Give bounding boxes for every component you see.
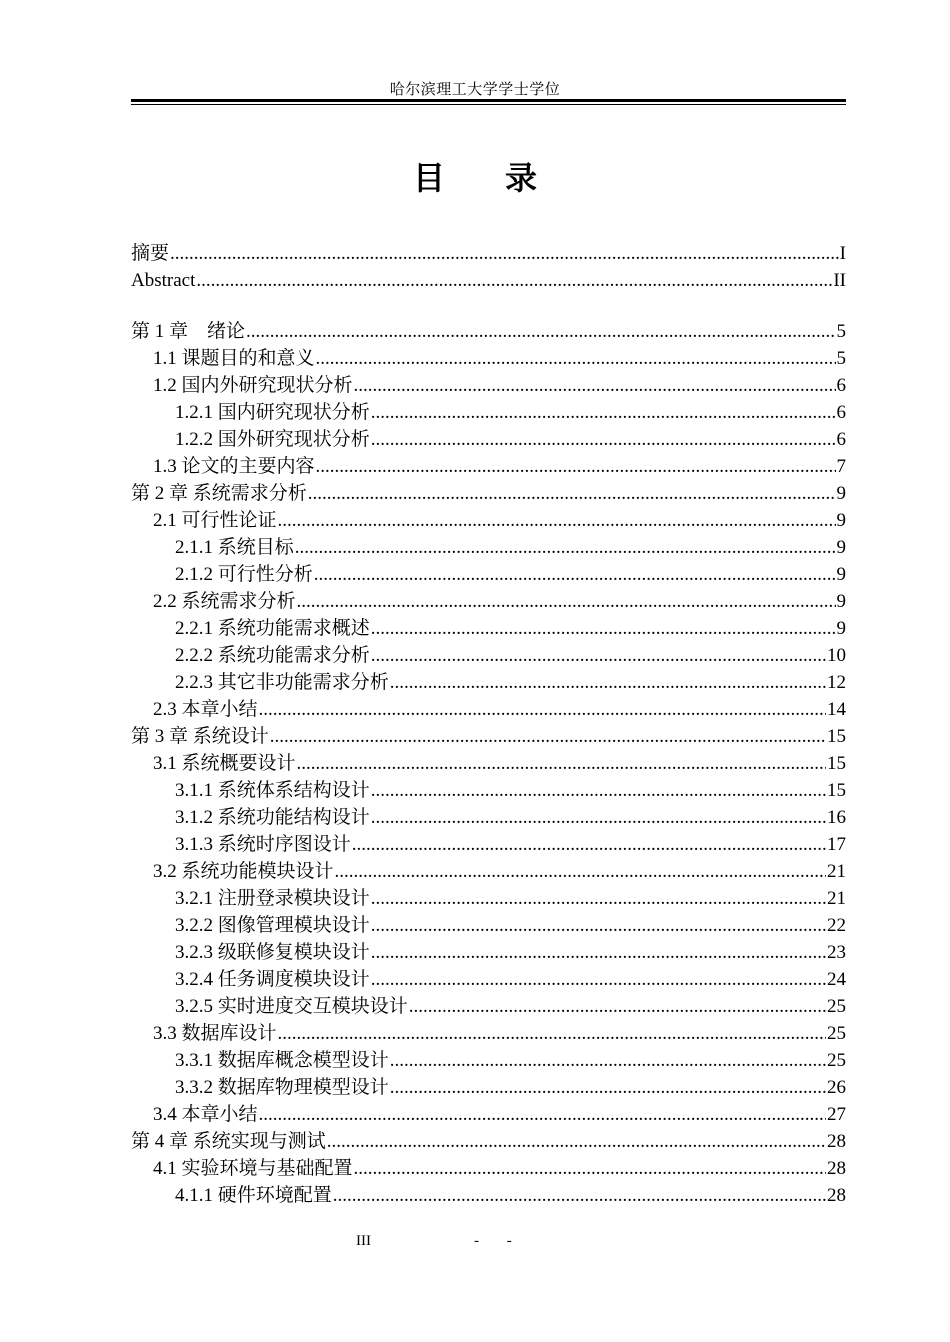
toc-entry-label: 2.1.1 系统目标 [175, 537, 294, 558]
toc-entry-page: 15 [827, 753, 846, 774]
toc-leader-dots [371, 615, 836, 642]
toc-leader-dots [259, 1101, 826, 1128]
toc-entry[interactable] [131, 240, 846, 267]
toc-entry[interactable] [175, 534, 846, 561]
toc-entry-page: 27 [827, 1104, 846, 1125]
toc-entry[interactable] [131, 267, 846, 294]
toc-leader-dots [196, 267, 832, 294]
toc-entry[interactable] [153, 507, 846, 534]
toc-entry-page: 28 [827, 1185, 846, 1206]
toc-entry[interactable] [131, 318, 846, 345]
toc-leader-dots [390, 669, 826, 696]
toc-entry[interactable] [131, 723, 846, 750]
toc-entry[interactable] [153, 588, 846, 615]
toc-leader-dots [297, 588, 836, 615]
toc-entry-label: 3.2.4 任务调度模块设计 [175, 969, 370, 990]
toc-leader-dots [316, 345, 836, 372]
toc-entry-label: 1.1 课题目的和意义 [153, 348, 315, 369]
toc-entry[interactable] [175, 885, 846, 912]
toc-entry-page: 26 [827, 1077, 846, 1098]
toc-leader-dots [371, 966, 826, 993]
toc-entry-label: 第 2 章 系统需求分析 [131, 483, 307, 504]
toc-entry-page: 9 [836, 564, 846, 585]
toc-leader-dots [297, 750, 826, 777]
toc-leader-dots [354, 1155, 826, 1182]
toc-entry[interactable] [175, 615, 846, 642]
toc-entry-page: 9 [836, 510, 846, 531]
toc-entry-label: 1.2 国内外研究现状分析 [153, 375, 353, 396]
toc-entry[interactable] [153, 1155, 846, 1182]
toc-entry[interactable] [175, 831, 846, 858]
toc-leader-dots [278, 507, 836, 534]
toc-entry-label: 3.2.5 实时进度交互模块设计 [175, 996, 408, 1017]
toc-entry-label: 1.3 论文的主要内容 [153, 456, 315, 477]
toc-entry-page: 9 [836, 483, 846, 504]
toc-leader-dots [314, 561, 836, 588]
toc-leader-dots [308, 480, 836, 507]
toc-entry[interactable] [175, 804, 846, 831]
toc-entry[interactable] [175, 966, 846, 993]
toc-leader-dots [246, 318, 835, 345]
toc-entry[interactable] [153, 858, 846, 885]
toc-entry-page: II [833, 270, 846, 291]
toc-entry-page: 23 [827, 942, 846, 963]
toc-entry[interactable] [175, 777, 846, 804]
toc-leader-dots [170, 240, 839, 267]
toc-leader-dots [295, 534, 836, 561]
toc-entry-label: 1.2.1 国内研究现状分析 [175, 402, 370, 423]
toc-entry-page: 12 [827, 672, 846, 693]
toc-entry-page: 28 [827, 1158, 846, 1179]
toc-leader-dots [270, 723, 826, 750]
toc-leader-dots [409, 993, 826, 1020]
toc-entry-label: 1.2.2 国外研究现状分析 [175, 429, 370, 450]
toc-entry-page: 6 [836, 375, 846, 396]
toc-entry-label: 3.1.2 系统功能结构设计 [175, 807, 370, 828]
toc-entry[interactable] [175, 642, 846, 669]
toc-leader-dots [371, 426, 836, 453]
toc-entry-page: 5 [836, 321, 846, 342]
toc-entry-label: 3.4 本章小结 [153, 1104, 258, 1125]
toc-entry-page: 16 [827, 807, 846, 828]
toc-entry[interactable] [131, 1128, 846, 1155]
toc-entry-page: 7 [836, 456, 846, 477]
toc-entry[interactable] [153, 1101, 846, 1128]
toc-entry-page: 15 [827, 780, 846, 801]
toc-entry-label: 2.2.2 系统功能需求分析 [175, 645, 370, 666]
toc-leader-dots [371, 399, 836, 426]
toc-entry-label: 3.1 系统概要设计 [153, 753, 296, 774]
toc-entry-label: 第 4 章 系统实现与测试 [131, 1131, 326, 1152]
toc-entry[interactable] [153, 345, 846, 372]
toc-entry-page: 25 [827, 996, 846, 1017]
toc-leader-dots [371, 642, 826, 669]
toc-entry-page: 6 [836, 429, 846, 450]
toc-entry[interactable] [175, 993, 846, 1020]
toc-entry[interactable] [153, 372, 846, 399]
toc-leader-dots [259, 696, 826, 723]
toc-entry-page: 25 [827, 1050, 846, 1071]
footer-marks: - - [474, 1233, 524, 1249]
toc-entry-page: 14 [827, 699, 846, 720]
toc-entry-label: 3.3.1 数据库概念模型设计 [175, 1050, 389, 1071]
toc-entry-page: 5 [836, 348, 846, 369]
toc-entry-page: 22 [827, 915, 846, 936]
toc-entry-label: 2.3 本章小结 [153, 699, 258, 720]
toc-entry[interactable] [175, 1074, 846, 1101]
toc-leader-dots [335, 858, 826, 885]
toc-entry[interactable] [175, 669, 846, 696]
toc-entry[interactable] [153, 750, 846, 777]
toc-entry[interactable] [175, 1047, 846, 1074]
toc-entry-label: 3.2.2 图像管理模块设计 [175, 915, 370, 936]
toc-entry[interactable] [153, 453, 846, 480]
toc-entry-label: 2.2 系统需求分析 [153, 591, 296, 612]
toc-leader-dots [327, 1128, 826, 1155]
toc-entry[interactable] [153, 696, 846, 723]
toc-entry-page: 9 [836, 591, 846, 612]
toc-entry-label: 3.1.3 系统时序图设计 [175, 834, 351, 855]
toc-entry-page: 10 [827, 645, 846, 666]
header-title: 哈尔滨理工大学学士学位 [389, 82, 561, 98]
toc-entry[interactable] [153, 1020, 846, 1047]
toc-entry[interactable] [175, 912, 846, 939]
toc-entry-label: 3.2 系统功能模块设计 [153, 861, 334, 882]
toc-entry-page: 15 [827, 726, 846, 747]
toc-entry-page: 21 [827, 861, 846, 882]
toc-entry-label: 2.1.2 可行性分析 [175, 564, 313, 585]
toc-entry-label: 4.1.1 硬件环境配置 [175, 1185, 332, 1206]
toc-leader-dots [333, 1182, 826, 1209]
toc-entry-label: 2.1 可行性论证 [153, 510, 277, 531]
toc-leader-dots [390, 1047, 826, 1074]
toc-title: 目录 [412, 159, 597, 197]
toc-entry-page: 28 [827, 1131, 846, 1152]
toc-leader-dots [371, 777, 826, 804]
toc-entry[interactable] [175, 399, 846, 426]
header-rule-thin [131, 104, 846, 105]
toc-entry-page: 21 [827, 888, 846, 909]
toc-entry-label: 摘要 [131, 243, 170, 264]
toc-leader-dots [371, 912, 826, 939]
toc-entry-label: 3.1.1 系统体系结构设计 [175, 780, 370, 801]
toc-leader-dots [371, 939, 826, 966]
toc-leader-dots [352, 831, 826, 858]
toc-entry-label: 3.3.2 数据库物理模型设计 [175, 1077, 389, 1098]
toc-entry-page: 9 [836, 618, 846, 639]
toc-entry-label: 4.1 实验环境与基础配置 [153, 1158, 353, 1179]
toc-entry-label: 3.2.3 级联修复模块设计 [175, 942, 370, 963]
toc-entry-label: 3.2.1 注册登录模块设计 [175, 888, 370, 909]
toc-entry-page: 9 [836, 537, 846, 558]
toc-entry[interactable] [175, 561, 846, 588]
toc-leader-dots [390, 1074, 826, 1101]
header-rule-thick [131, 99, 846, 102]
toc-entry-label: Abstract [131, 270, 196, 291]
toc-entry[interactable] [131, 480, 846, 507]
toc-entry-page: I [839, 243, 846, 264]
toc-entry-label: 第 1 章 绪论 [131, 321, 246, 342]
toc-entry[interactable] [175, 939, 846, 966]
toc-entry-page: 17 [827, 834, 846, 855]
toc-entry-label: 2.2.1 系统功能需求概述 [175, 618, 370, 639]
toc-entry-label: 3.3 数据库设计 [153, 1023, 277, 1044]
toc-entry-page: 25 [827, 1023, 846, 1044]
toc-entry[interactable] [175, 426, 846, 453]
footer-page-number: III [356, 1233, 371, 1249]
toc-entry-page: 6 [836, 402, 846, 423]
toc-leader-dots [371, 804, 826, 831]
toc-entry-label: 第 3 章 系统设计 [131, 726, 269, 747]
toc-leader-dots [316, 453, 836, 480]
toc-entry[interactable] [175, 1182, 846, 1209]
toc-leader-dots [371, 885, 826, 912]
toc-leader-dots [278, 1020, 826, 1047]
toc-entry-label: 2.2.3 其它非功能需求分析 [175, 672, 389, 693]
toc-entry-page: 24 [827, 969, 846, 990]
toc-leader-dots [354, 372, 836, 399]
